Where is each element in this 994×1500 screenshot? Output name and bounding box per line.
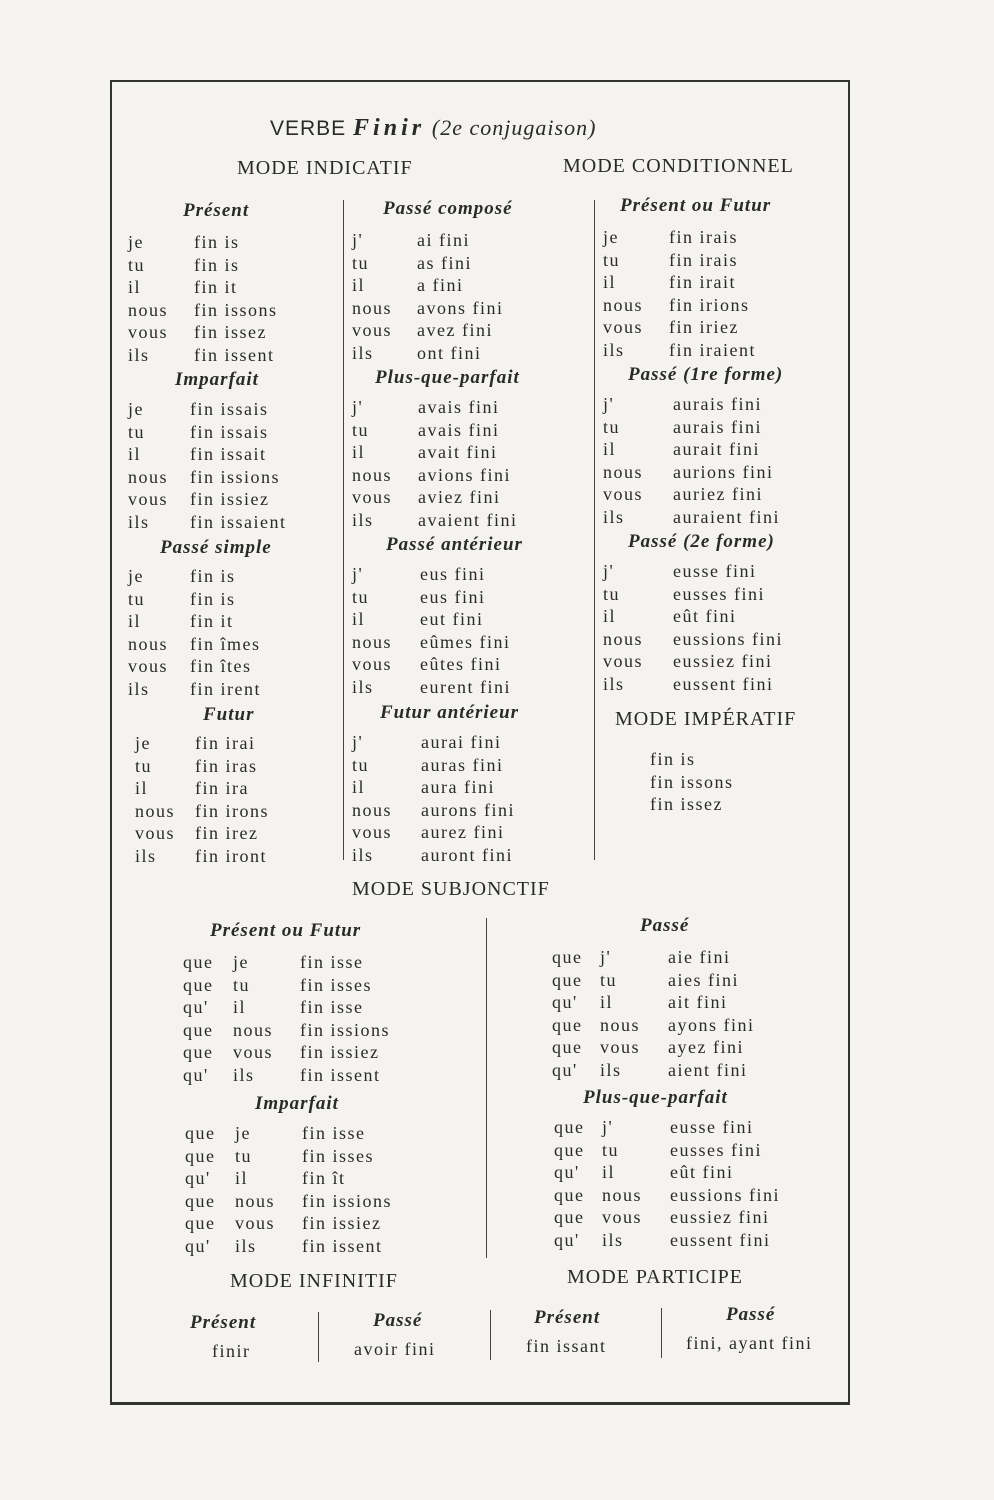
conjugation-block [352, 731, 515, 866]
conjugation-block [135, 732, 269, 867]
conjugation-block [183, 951, 390, 1086]
tense-heading: Passé [373, 1310, 423, 1331]
mode-indicatif-heading: MODE INDICATIF [237, 157, 413, 179]
tense-heading: Présent [183, 200, 250, 221]
table-row: j' avais fini [352, 397, 500, 417]
table-row: je fin issais [128, 399, 269, 419]
table-row: je fin is [128, 566, 236, 586]
table-row: il fin it [128, 611, 234, 631]
conjugation-block [128, 565, 261, 700]
column-divider [490, 1310, 491, 1360]
tense-heading: Présent ou Futur [620, 195, 772, 216]
table-row: tu fin is [128, 254, 240, 275]
table-row: nous aurons fini [352, 799, 515, 820]
table-row: nous avions fini [352, 464, 511, 485]
table-row: que nous fin issions [183, 1019, 391, 1040]
table-row: qu' il fin isse [183, 997, 364, 1017]
conjugation-block [603, 560, 783, 695]
title-verb: Finir [353, 115, 426, 141]
table-row: tu fin is [128, 588, 236, 609]
table-row: vous fin issiez [128, 489, 270, 509]
table-row: nous eûmes fini [352, 631, 511, 652]
table-row: qu' ils fin issent [183, 1064, 381, 1085]
table-row: qu' ils fin issent [185, 1235, 383, 1256]
table-row: il eut fini [352, 609, 484, 629]
list-item: fin issez [650, 794, 723, 814]
table-row: il fin issait [128, 444, 267, 464]
table-row: qu' il eût fini [554, 1162, 734, 1182]
table-row: ils eurent fini [352, 676, 511, 697]
table-row: que tu fin isses [183, 974, 372, 995]
tense-heading: Passé composé [383, 198, 513, 219]
table-row: tu avais fini [352, 419, 500, 440]
table-row: qu' ils aient fini [552, 1059, 748, 1080]
table-row: nous avons fini [352, 297, 504, 318]
table-row: nous fin îmes [128, 633, 261, 654]
table-row: vous fin issez [128, 322, 267, 342]
table-row: qu' il fin ît [185, 1168, 346, 1188]
conjugation-block [185, 1122, 392, 1257]
table-row: nous fin issons [128, 299, 278, 320]
table-row: vous fin îtes [128, 656, 252, 676]
conjugation-block [554, 1116, 780, 1251]
tense-heading: Passé (2e forme) [628, 531, 775, 552]
table-row: que tu aies fini [552, 969, 739, 990]
list-item: fin is [650, 749, 696, 769]
tense-heading: Imparfait [175, 369, 259, 390]
table-row: il a fini [352, 275, 464, 295]
table-row: qu' il ait fini [552, 992, 728, 1012]
page-title [270, 115, 596, 142]
table-row: vous avez fini [352, 320, 493, 340]
table-row: que je fin isse [183, 952, 364, 972]
table-row: qu' ils eussent fini [554, 1229, 771, 1250]
table-row: que nous eussions fini [554, 1184, 781, 1205]
table-row: il aurait fini [603, 439, 760, 459]
table-row: tu fin issais [128, 421, 269, 442]
table-row: j' aurai fini [352, 732, 502, 752]
conjugation-block [128, 398, 287, 533]
tense-heading: Passé [726, 1304, 776, 1325]
table-row: vous eûtes fini [352, 654, 502, 674]
table-row: vous fin irez [135, 823, 259, 843]
imperatif-block [650, 748, 734, 816]
column-divider [594, 200, 595, 860]
table-row: nous eussions fini [603, 628, 784, 649]
tense-heading: Passé [640, 915, 690, 936]
table-row: vous aurez fini [352, 822, 505, 842]
infinitif-passe-value: avoir fini [354, 1339, 436, 1359]
table-row: j' eus fini [352, 564, 486, 584]
conjugation-block [603, 393, 780, 528]
tense-heading: Passé simple [160, 537, 272, 558]
table-row: ils fin iraient [603, 339, 756, 360]
mode-conditionnel-heading: MODE CONDITIONNEL [563, 155, 794, 177]
table-row: il aura fini [352, 777, 495, 797]
mode-infinitif-heading: MODE INFINITIF [230, 1270, 398, 1292]
column-divider [486, 918, 487, 1258]
list-item: fin issons [650, 771, 734, 792]
tense-heading: Imparfait [255, 1093, 339, 1114]
tense-heading: Présent [190, 1312, 257, 1333]
title-conjugation: (2e conjugaison) [431, 115, 597, 140]
table-row: ils fin irent [128, 678, 261, 699]
column-divider [318, 1312, 319, 1362]
table-row: que j' aie fini [552, 947, 731, 967]
tense-heading: Futur antérieur [380, 702, 520, 723]
table-row: nous aurions fini [603, 461, 774, 482]
table-row: il fin irait [603, 272, 736, 292]
table-row: que nous fin issions [185, 1190, 393, 1211]
table-row: nous fin irons [135, 800, 269, 821]
conjugation-block [352, 229, 504, 364]
conjugation-block [352, 563, 511, 698]
table-row: ils eussent fini [603, 673, 774, 694]
conjugation-block [128, 231, 278, 366]
table-row: il avait fini [352, 442, 498, 462]
conjugation-block [352, 396, 517, 531]
participe-passe-value: fini, ayant fini [686, 1333, 813, 1353]
table-row: que vous ayez fini [552, 1037, 744, 1057]
table-row: que je fin isse [185, 1123, 366, 1143]
table-row: tu fin iras [135, 755, 258, 776]
tense-heading: Plus-que-parfait [583, 1087, 728, 1108]
table-row: ils ont fini [352, 342, 482, 363]
table-row: j' aurais fini [603, 394, 762, 414]
mode-imperatif-heading: MODE IMPÉRATIF [615, 708, 797, 730]
table-row: il fin ira [135, 778, 249, 798]
column-divider [343, 200, 344, 860]
table-row: ils auraient fini [603, 506, 780, 527]
table-row: que vous fin issiez [183, 1042, 380, 1062]
table-row: ils avaient fini [352, 509, 518, 530]
table-row: ils fin iront [135, 845, 267, 866]
column-divider [661, 1308, 662, 1358]
tense-heading: Passé antérieur [386, 534, 523, 555]
table-row: je fin irais [603, 227, 738, 247]
tense-heading: Présent [534, 1307, 601, 1328]
table-row: vous auriez fini [603, 484, 763, 504]
table-row: ils auront fini [352, 844, 513, 865]
table-row: je fin irai [135, 733, 256, 753]
table-row: j' ai fini [352, 230, 470, 250]
table-row: je fin is [128, 232, 240, 252]
table-row: il eût fini [603, 606, 737, 626]
conjugation-block [603, 226, 756, 361]
table-row: tu auras fini [352, 754, 504, 775]
table-row: vous aviez fini [352, 487, 501, 507]
table-row: nous fin issions [128, 466, 281, 487]
infinitif-present-value: finir [212, 1341, 251, 1361]
table-row: nous fin irions [603, 294, 750, 315]
table-row: ils fin issaient [128, 511, 287, 532]
table-row: que vous fin issiez [185, 1213, 382, 1233]
table-row: vous eussiez fini [603, 651, 773, 671]
tense-heading: Futur [203, 704, 255, 725]
table-row: tu fin irais [603, 249, 738, 270]
conjugation-block [552, 946, 755, 1081]
tense-heading: Plus-que-parfait [375, 367, 520, 388]
table-row: tu eus fini [352, 586, 486, 607]
table-row: tu as fini [352, 252, 472, 273]
table-row: que vous eussiez fini [554, 1207, 770, 1227]
tense-heading: Passé (1re forme) [628, 364, 784, 385]
table-row: il fin it [128, 277, 238, 297]
table-row: que tu fin isses [185, 1145, 374, 1166]
title-prefix: VERBE [270, 117, 347, 140]
table-row: ils fin issent [128, 344, 275, 365]
tense-heading: Présent ou Futur [210, 920, 362, 941]
mode-participe-heading: MODE PARTICIPE [567, 1266, 743, 1288]
table-row: j' eusse fini [603, 561, 757, 581]
table-row: que nous ayons fini [552, 1014, 755, 1035]
table-row: que j' eusse fini [554, 1117, 754, 1137]
participe-present-value: fin issant [526, 1336, 607, 1356]
table-row: tu eusses fini [603, 583, 765, 604]
table-row: tu aurais fini [603, 416, 762, 437]
table-row: que tu eusses fini [554, 1139, 762, 1160]
mode-subjonctif-heading: MODE SUBJONCTIF [352, 878, 550, 900]
table-row: vous fin iriez [603, 317, 739, 337]
